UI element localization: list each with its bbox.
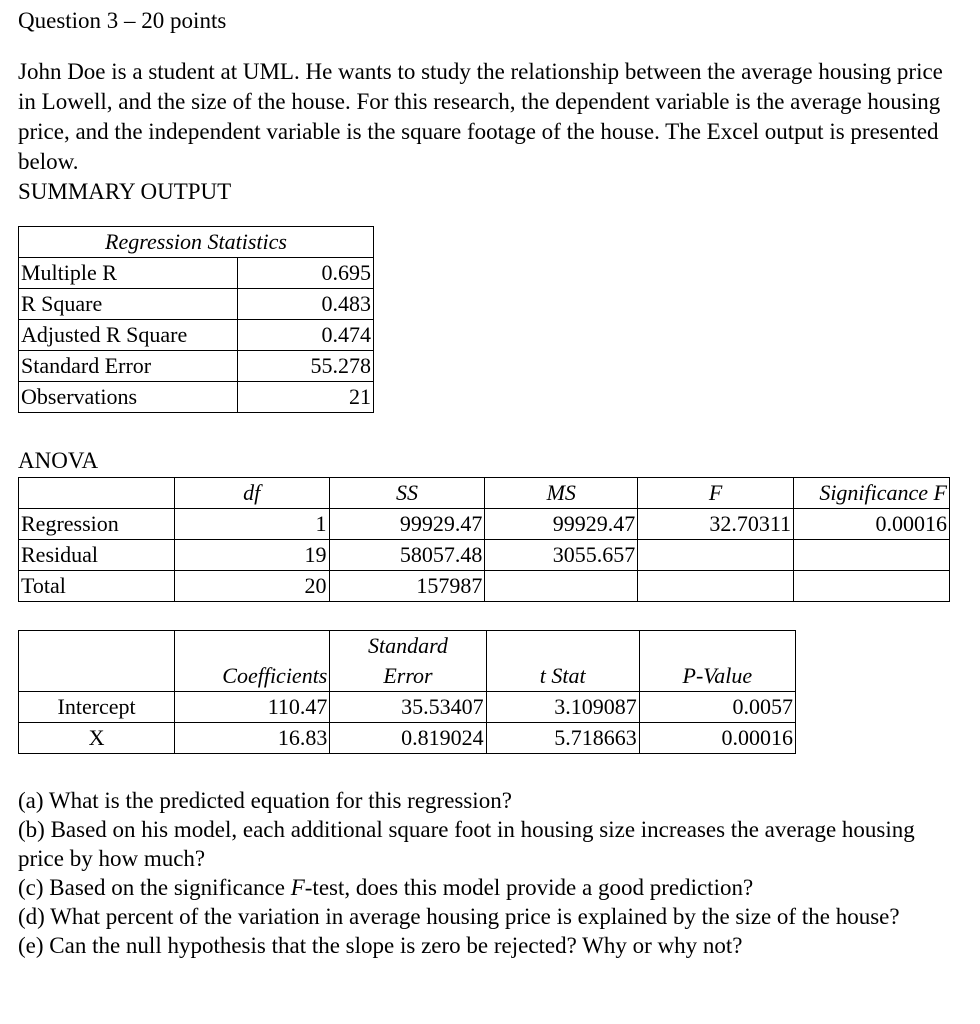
stat-label: R Square: [19, 289, 238, 320]
question-e: (e) Can the null hypothesis that the slope is zero be rejected? Why or why not?: [18, 933, 743, 958]
regression-statistics-header-row: [19, 227, 374, 258]
table-row: [19, 258, 374, 289]
question-b: (b) Based on his model, each additional square foot in housing size increases the average housing price by how much?: [18, 817, 915, 871]
anova-header-ss: SS: [329, 478, 485, 509]
coefficient-term: Intercept: [19, 692, 175, 723]
anova-ms: [485, 571, 638, 602]
anova-ms: 3055.657: [485, 540, 638, 571]
coefficient-p-value: 0.00016: [639, 723, 795, 754]
questions-list: [18, 786, 958, 960]
coefficients-header-spacer: [486, 631, 639, 662]
table-row: [19, 289, 374, 320]
anova-header-significance-f: Significance F: [794, 478, 950, 509]
anova-f: [638, 571, 794, 602]
question-c-prefix: (c) Based on the significance: [18, 875, 291, 900]
summary-output-label: SUMMARY OUTPUT: [18, 179, 232, 204]
anova-header-source: [19, 478, 175, 509]
coefficients-header-standard: Standard: [330, 631, 486, 662]
intro-section: [18, 57, 958, 207]
stat-label: Observations: [19, 382, 238, 413]
anova-ms: 99929.47: [485, 509, 638, 540]
stat-value: 21: [237, 382, 373, 413]
stat-label: Adjusted R Square: [19, 320, 238, 351]
coefficient-t-stat: 3.109087: [486, 692, 639, 723]
anova-source: Residual: [19, 540, 175, 571]
table-row: [19, 351, 374, 382]
stat-value: 0.474: [237, 320, 373, 351]
coefficient-value: 110.47: [175, 692, 330, 723]
coefficient-value: 16.83: [175, 723, 330, 754]
table-row: [19, 382, 374, 413]
table-row: [19, 320, 374, 351]
table-row: [19, 509, 950, 540]
table-row: [19, 571, 950, 602]
coefficients-table: [18, 630, 796, 754]
coefficients-header-p-value: P-Value: [639, 661, 795, 692]
coefficients-header-blank: [19, 631, 175, 692]
stat-value: 0.695: [237, 258, 373, 289]
question-c: [18, 873, 958, 902]
anova-header-df: df: [174, 478, 329, 509]
coefficients-header-coefficients: Coefficients: [175, 661, 330, 692]
anova-significance-f: 0.00016: [794, 509, 950, 540]
anova-ss: 99929.47: [329, 509, 485, 540]
question-heading: Question 3 – 20 points: [18, 8, 227, 33]
stat-label: Multiple R: [19, 258, 238, 289]
question-c-f-symbol: F: [290, 875, 305, 900]
coefficients-header-row: [19, 631, 796, 662]
coefficients-header-spacer: [175, 631, 330, 662]
coefficient-t-stat: 5.718663: [486, 723, 639, 754]
coefficients-header-spacer: [639, 631, 795, 662]
table-row: [19, 540, 950, 571]
anova-header-ms: MS: [485, 478, 638, 509]
anova-ss: 157987: [329, 571, 485, 602]
coefficients-header-error: Error: [330, 661, 486, 692]
anova-source: Total: [19, 571, 175, 602]
anova-table: [18, 477, 950, 602]
coefficients-header-t-stat: t Stat: [486, 661, 639, 692]
anova-f: 32.70311: [638, 509, 794, 540]
anova-header-row: [19, 478, 950, 509]
stat-value: 0.483: [237, 289, 373, 320]
anova-f: [638, 540, 794, 571]
table-row: [19, 692, 796, 723]
regression-statistics-table: [18, 226, 374, 413]
table-row: [19, 723, 796, 754]
question-a: (a) What is the predicted equation for this regression?: [18, 788, 512, 813]
anova-significance-f: [794, 571, 950, 602]
stat-value: 55.278: [237, 351, 373, 382]
intro-paragraph: John Doe is a student at UML. He wants to study the relationship between the average housing price in Lowell, and the size of the house. For this research, the dependent variable is the average housing price, and the independent variable is the square footage of the house. The Excel output is presented below.: [18, 59, 943, 174]
regression-statistics-title: Regression Statistics: [19, 227, 374, 258]
anova-df: 19: [174, 540, 329, 571]
anova-ss: 58057.48: [329, 540, 485, 571]
anova-label: ANOVA: [18, 448, 99, 473]
question-c-suffix: -test, does this model provide a good prediction?: [304, 875, 754, 900]
anova-source: Regression: [19, 509, 175, 540]
question-d: (d) What percent of the variation in average housing price is explained by the size of the house?: [18, 904, 900, 929]
coefficient-term: X: [19, 723, 175, 754]
stat-label: Standard Error: [19, 351, 238, 382]
coefficient-p-value: 0.0057: [639, 692, 795, 723]
coefficient-standard-error: 0.819024: [330, 723, 486, 754]
anova-df: 20: [174, 571, 329, 602]
anova-df: 1: [174, 509, 329, 540]
anova-header-f: F: [638, 478, 794, 509]
anova-significance-f: [794, 540, 950, 571]
coefficient-standard-error: 35.53407: [330, 692, 486, 723]
